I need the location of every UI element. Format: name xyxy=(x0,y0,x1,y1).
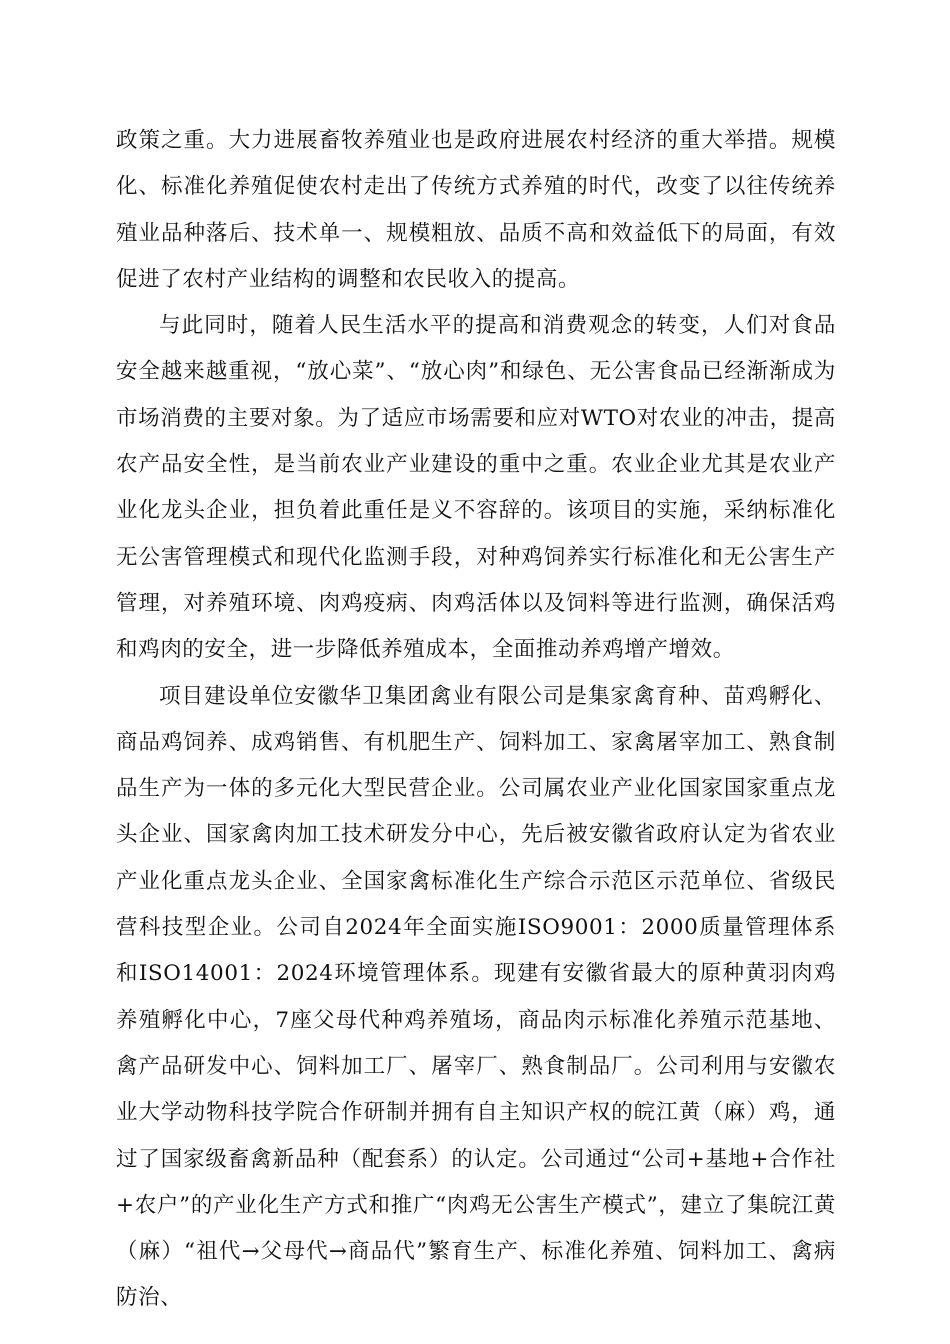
paragraph-company-profile: 项目建设单位安徽华卫集团禽业有限公司是集家禽育种、苗鸡孵化、商品鸡饲养、成鸡销售、有机肥生产、饲料加工、家禽屠宰加工、熟食制品生产为一体的多元化大型民营企业。公司属农业产业化国家国家重点龙头企业、国家禽肉加工技术研发分中心，先后被安徽省政府认定为省农业产业化重点龙头企业、全国家禽标准化生产综合示范区示范单位、省级民营科技型企业。公司自2024年全面实施ISO9001：2000质量管理体系和ISO14001：2024环境管理体系。现建有安徽省最大的原种黄羽肉鸡养殖孵化中心，7座父母代种鸡养殖场，商品肉示标准化养殖示范基地、禽产品研发中心、饲料加工厂、屠宰厂、熟食制品厂。公司利用与安徽农业大学动物科技学院合作研制并拥有自主知识产权的皖江黄（麻）鸡，通过了国家级畜禽新品种（配套系）的认定。公司通过“公司+基地+合作社+农户”的产业化生产方式和推广“肉鸡无公害生产模式”，建立了集皖江黄（麻）“祖代→父母代→商品代”繁育生产、标准化养殖、饲料加工、禽病防治、 xyxy=(116,683,836,1311)
document-body xyxy=(116,118,836,1322)
paragraph-policy-continuation: 政策之重。大力进展畜牧养殖业也是政府进展农村经济的重大举措。规模化、标准化养殖促使农村走出了传统方式养殖的时代，改变了以往传统养殖业品种落后、技术单一、规模粗放、品质不高和效益低下的局面，有效促进了农村产业结构的调整和农民收入的提高。 xyxy=(116,128,836,292)
paragraph-food-safety: 与此同时，随着人民生活水平的提高和消费观念的转变，人们对食品安全越来越重视，“放心菜”、“放心肉”和绿色、无公害食品已经渐渐成为市场消费的主要对象。为了适应市场需要和应对WTO对农业的冲击，提高农产品安全性，是当前农业产业建设的重中之重。农业企业尤其是农业产业化龙头企业，担负着此重任是义不容辞的。该项目的实施，采纳标准化无公害管理模式和现代化监测手段，对种鸡饲养实行标准化和无公害生产管理，对养殖环境、肉鸡疫病、肉鸡活体以及饲料等进行监测，确保活鸡和鸡肉的安全，进一步降低养殖成本，全面推动养鸡增产增效。 xyxy=(116,313,836,663)
